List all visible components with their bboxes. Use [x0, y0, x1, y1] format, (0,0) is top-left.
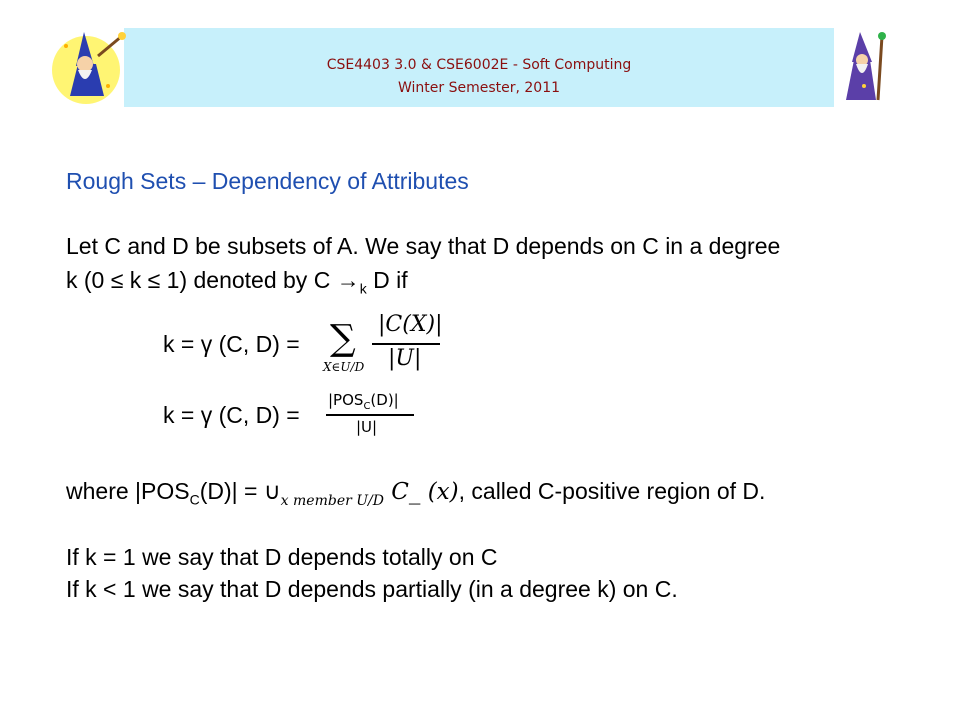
where-post: , called C-positive region of D. — [458, 478, 766, 504]
course-title: CSE4403 3.0 & CSE6002E - Soft Computing — [326, 57, 632, 73]
positive-region-line — [66, 478, 765, 509]
where-mid: (D)| = ∪ — [199, 478, 281, 504]
wizard-left-icon — [48, 26, 128, 108]
semester-label: Winter Semester, 2011 — [397, 80, 561, 96]
equation-1-numerator: |C(X)| — [378, 312, 443, 337]
total-dependency-line: If k = 1 we say that D depends totally on C — [66, 544, 498, 570]
where-pre: where |POS — [66, 478, 190, 504]
equation-1-denominator: |U| — [388, 346, 422, 371]
equation-1-lhs: k = γ (C, D) = — [163, 331, 300, 357]
equation-2-numerator-post: (D)| — [370, 391, 399, 409]
summation-sign: ∑ — [330, 318, 356, 359]
definition-line-2-pre: k (0 ≤ k ≤ 1) denoted by C → — [66, 267, 360, 293]
summation-subscript: X∈U/D — [323, 360, 365, 374]
arrow-subscript: k — [359, 280, 367, 297]
definition-line-2-post: D if — [366, 267, 408, 293]
c-lower-approx: C_ (x) — [383, 479, 459, 505]
equation-2-lhs: k = γ (C, D) = — [163, 402, 300, 428]
wizard-right-icon — [836, 30, 890, 104]
partial-dependency-line: If k < 1 we say that D depends partially (in a degree k) on C. — [66, 576, 678, 602]
union-subscript: x member U/D — [280, 493, 384, 509]
equation-2-numerator-pos: |POS — [328, 391, 364, 409]
slide-title: Rough Sets – Dependency of Attributes — [66, 168, 469, 194]
equation-2-numerator — [328, 391, 399, 412]
definition-line-1: Let C and D be subsets of A. We say that D depends on C in a degree — [66, 233, 781, 259]
definition-line-2 — [66, 267, 408, 297]
equation-2-denominator: |U| — [356, 418, 378, 436]
where-sub: C — [189, 491, 200, 508]
equation-2-numerator-sub: C — [363, 401, 371, 412]
equation-2-fraction-bar — [326, 414, 414, 416]
equation-1-fraction-bar — [372, 343, 440, 345]
